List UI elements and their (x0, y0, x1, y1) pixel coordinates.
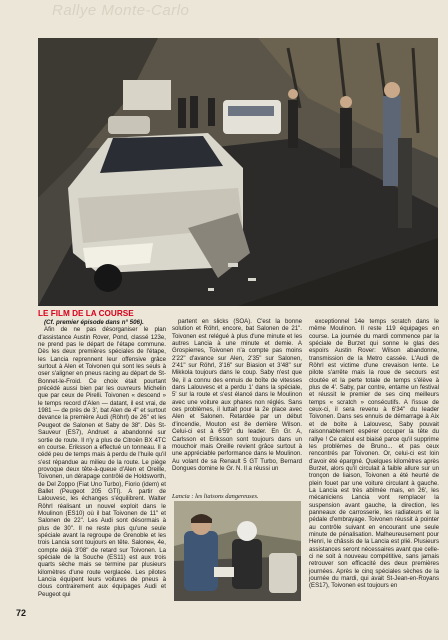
article-column-3 (309, 318, 439, 590)
page-header (0, 0, 448, 36)
header-title: Rallye Monte-Carlo (52, 2, 190, 19)
page-number: 72 (16, 608, 27, 618)
article-subtitle: (Cf. premier épisode dans n° 506). (44, 319, 144, 326)
article-text-col1: Afin de ne pas désorganiser le plan d'assistance Austin Rover, Pond, classé 123e, ne prend pas le départ de l'étape commune. Dès les deux premières spéciales de l'étape, les Lancia reprennent leur offensive grâce surtout à Alen et Toivonen qui sont les seuls à oser s'aligner en pneus racing au départ de St-Bonnet-le-Froid. Ce choix était pourtant précédé aussi bien par les ouvreurs Michelin que par ceux de Pirelli. Toivonen « descend » le temps record d'Alen — datant, il est vrai, de 1981 — de près de 3', bat Alen de 4" et surtout devance la première Audi (Röhrl) de 26" et les Peugeot de Salonen et Saby de 38". Dès St-Sauveur (ES7), Andruet a abandonné sur sortie de route. Il n'y a plus de Citroën BX 4TC en course. Eriksson a effectué un tonneau. Il a cédé peu de temps mais à perdu de l'huile qu'il s'est répandue au milieu de la route. Le piège provoque deux tête-à-queue d'Alen et Oreille, Toivonen, un dérapage contrôlé de Holdsworth, de Del Zoppo (Fiat Uno Turbo), Fiorio (idem) et Ballet (Peugeot 205 GTI). A partir de Lalouvesc, les échanges s'équilibrent. Walter Röhrl réalisant un nouvel exploit dans le Moulinon (ES10) où il bat Toivonen de 11" et Salonen de 22". Les Audi sont désormais à plus de 30". Il ne reste plus qu'une seule spéciale avant la regroupe de Grenoble et les trois Lancia sont toujours en tête. Saloneн, 4e, compte déjà 3'08" de retard sur Toivonen. La spéciale de la Souche (ES11) est aux trois quarts sèche mais se termine par plusieurs kilomètres d'une route verglacée. Les pilotes Lancia équipent leurs voitures de pneus à clous contrairement aux équipages Audi et Peugeot qui (38, 326, 166, 598)
crash-photo (38, 38, 438, 306)
mechanics-photo (174, 501, 301, 601)
article-title: LE FILM DE LA COURSE (38, 309, 134, 318)
article-text-col3: exceptionnel 14e temps scratch dans le même Moulinon. Il reste 119 équipages en course. La journée du mardi commence par la spéciale de Burzet qui sonne le glas des espoirs Austin Rover: Wilson abandonne, transmission de la Metro cassée. L'Audi de Röhrl est victime d'une crevaison lente. Le pilote s'arrête mais la roue de secours est cloutée et la perte totale de temps s'élève à plus de 4'. Saby, par contre, entame un festival et réussit le premier de ses cinq meilleurs temps « scratch » consécutifs. A l'issue de ceux-ci, il sera revenu à 6'34" du leader Toivonen. Dans ses ennuis de démarrage à Aix et de boîte à Lalouvesc, Saby pouvait raisonnablement espérer occuper la tête du rallye ! Ce calcul est biaisé parce qu'il supprime les problèmes de Bruno... et pas ceux rencontrés par Toivonen. Or, celui-ci est loin d'avoir été épargné. Quelques kilomètres après Burzet, alors qu'il circulait à faible allure sur un tronçon de liaison, Toivonen a été heurté de plein fouet par une voiture circulant à gauche. La Lancia est très abîmée mais, en 26', les mécaniciens Lancia vont remplacer la suspension avant gauche, la direction, les panneaux de carrosserie, les radiateurs et la pédale d'embrayage. Toivonen réussit à pointer au contrôle suivant en encourant une seule minute de pénalisation. Malheureusement pour Henri, le châssis de la Lancia est plié. Plusieurs assistances seront nécessaires avant que celle-ci ne soit à nouveau compétitive, sans jamais retrouver son efficacité des deux premières journées. Après le cinq spéciales sèches de la journée du mardi, qui avait St-Jean-en-Royans (ES17), Toivonen est toujours en (309, 318, 439, 590)
article-text-col2: partent en slicks (SOA). C'est la bonne solution et Röhrl, encore, bat Salonen de 21". Toivonen est relégué à plus d'une minute et les autres Lancia à une minute et demie. A Grospierres, Toivonen n'a compte pas moins 2'22" d'avance sur Alen, 2'35" sur Salonen, 2'41" sur Röhrl, 3'16" sur Biasion et 3'48" sur Mikkola toujours dans le coup. Saby n'est que 9e, il a connu des ennuis de boîte de vitesses dans Lalouvesc et a perdu 1' dans la spéciale, 5' sur la route et s'est élancé dans le Moulinon avec une voiture aux phares non réglés. Sans ces problèmes, il luttait pour la 2e place avec Alen et Salonen. Retardée par un début d'incendie, Mouton est 8e derrière Wilson. Celui-ci est à 6'59" du leader. En Gr. A, Carlsson et Eriksson sont toujours dans un mouchoir mais Oreille revient grâce surtout à une appréciable performance dans le Moulinon. Au volant de sa Renault 5 GT Turbo, Bernard Dongues domine le Gr. N. Il a réussi un (172, 318, 302, 472)
article-column-1 (38, 309, 166, 598)
photo-caption: Lancia : les liaisons dangereuses. (172, 493, 259, 500)
article-column-2 (172, 318, 302, 472)
